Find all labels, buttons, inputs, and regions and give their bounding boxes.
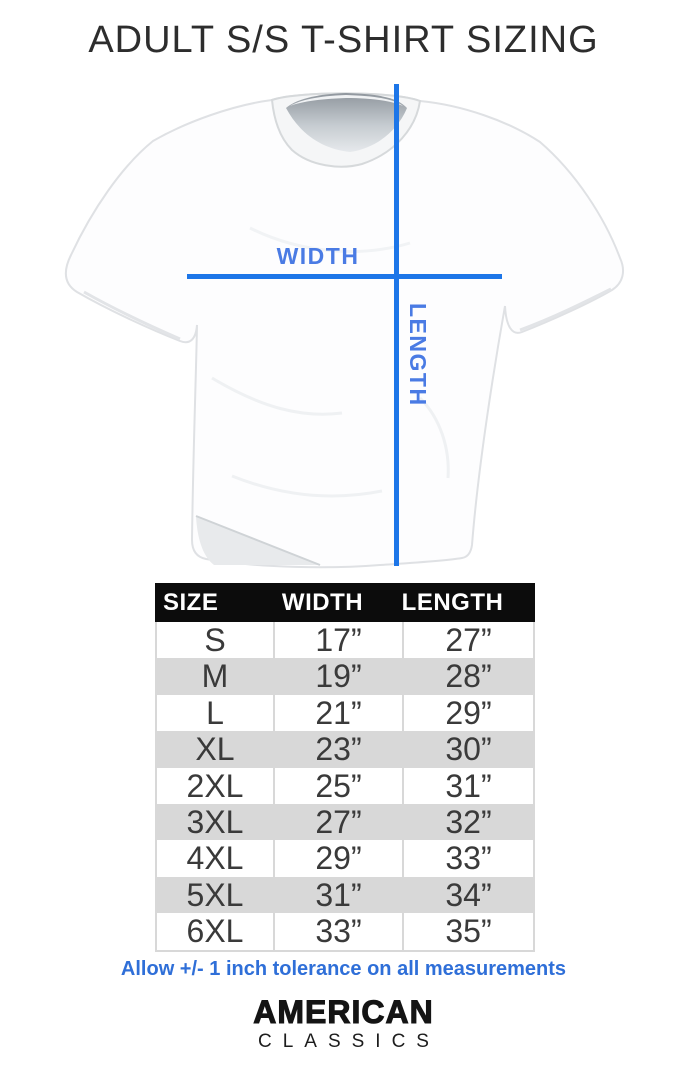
size-cell: 3XL bbox=[186, 803, 244, 840]
size-cell: 5XL bbox=[186, 876, 244, 913]
width-cell: 33” bbox=[275, 913, 402, 949]
width-cell: 31” bbox=[315, 876, 362, 913]
size-cell: XL bbox=[195, 731, 235, 768]
size-cell: L bbox=[157, 695, 273, 731]
tolerance-note: Allow +/- 1 inch tolerance on all measurements bbox=[120, 958, 567, 980]
width-measure-line bbox=[187, 274, 502, 279]
size-cell: M bbox=[201, 658, 229, 695]
length-cell: 30” bbox=[445, 731, 492, 768]
width-cell: 19” bbox=[315, 658, 362, 695]
table-row bbox=[157, 877, 533, 913]
length-cell: 31” bbox=[404, 768, 533, 804]
size-table-header bbox=[155, 583, 535, 622]
tshirt-image bbox=[0, 78, 687, 578]
brand-logo-american: AMERICAN bbox=[253, 994, 434, 1030]
length-cell: 27” bbox=[404, 622, 533, 658]
length-cell: 35” bbox=[404, 913, 533, 949]
length-label: LENGTH bbox=[405, 303, 431, 407]
width-cell: 17” bbox=[275, 622, 402, 658]
width-cell: 21” bbox=[275, 695, 402, 731]
size-cell: 2XL bbox=[157, 768, 273, 804]
size-table bbox=[155, 583, 535, 952]
table-row bbox=[157, 804, 533, 840]
length-cell: 34” bbox=[445, 876, 492, 913]
length-measure-line bbox=[394, 84, 399, 566]
column-header-length: LENGTH bbox=[401, 588, 504, 616]
width-cell: 25” bbox=[275, 768, 402, 804]
length-cell: 32” bbox=[445, 803, 492, 840]
length-cell: 33” bbox=[404, 840, 533, 876]
length-cell: 29” bbox=[404, 695, 533, 731]
column-header-width: WIDTH bbox=[281, 588, 364, 616]
width-cell: 29” bbox=[275, 840, 402, 876]
length-cell: 28” bbox=[445, 658, 492, 695]
table-row bbox=[157, 622, 533, 658]
size-cell: S bbox=[157, 622, 273, 658]
size-cell: 6XL bbox=[157, 913, 273, 949]
size-table-body bbox=[155, 622, 535, 952]
width-cell: 23” bbox=[315, 731, 362, 768]
width-label: WIDTH bbox=[276, 243, 360, 269]
size-cell: 4XL bbox=[157, 840, 273, 876]
width-cell: 27” bbox=[315, 803, 362, 840]
table-row bbox=[157, 658, 533, 694]
column-header-size: SIZE bbox=[163, 588, 219, 616]
table-row bbox=[157, 768, 533, 804]
brand-logo bbox=[0, 996, 687, 1051]
table-row bbox=[157, 695, 533, 731]
table-row bbox=[157, 840, 533, 876]
table-row bbox=[157, 731, 533, 767]
table-row bbox=[157, 913, 533, 949]
tshirt-diagram bbox=[0, 78, 687, 578]
page-title: ADULT S/S T-SHIRT SIZING bbox=[88, 19, 599, 61]
brand-logo-classics: CLASSICS bbox=[258, 1031, 440, 1052]
